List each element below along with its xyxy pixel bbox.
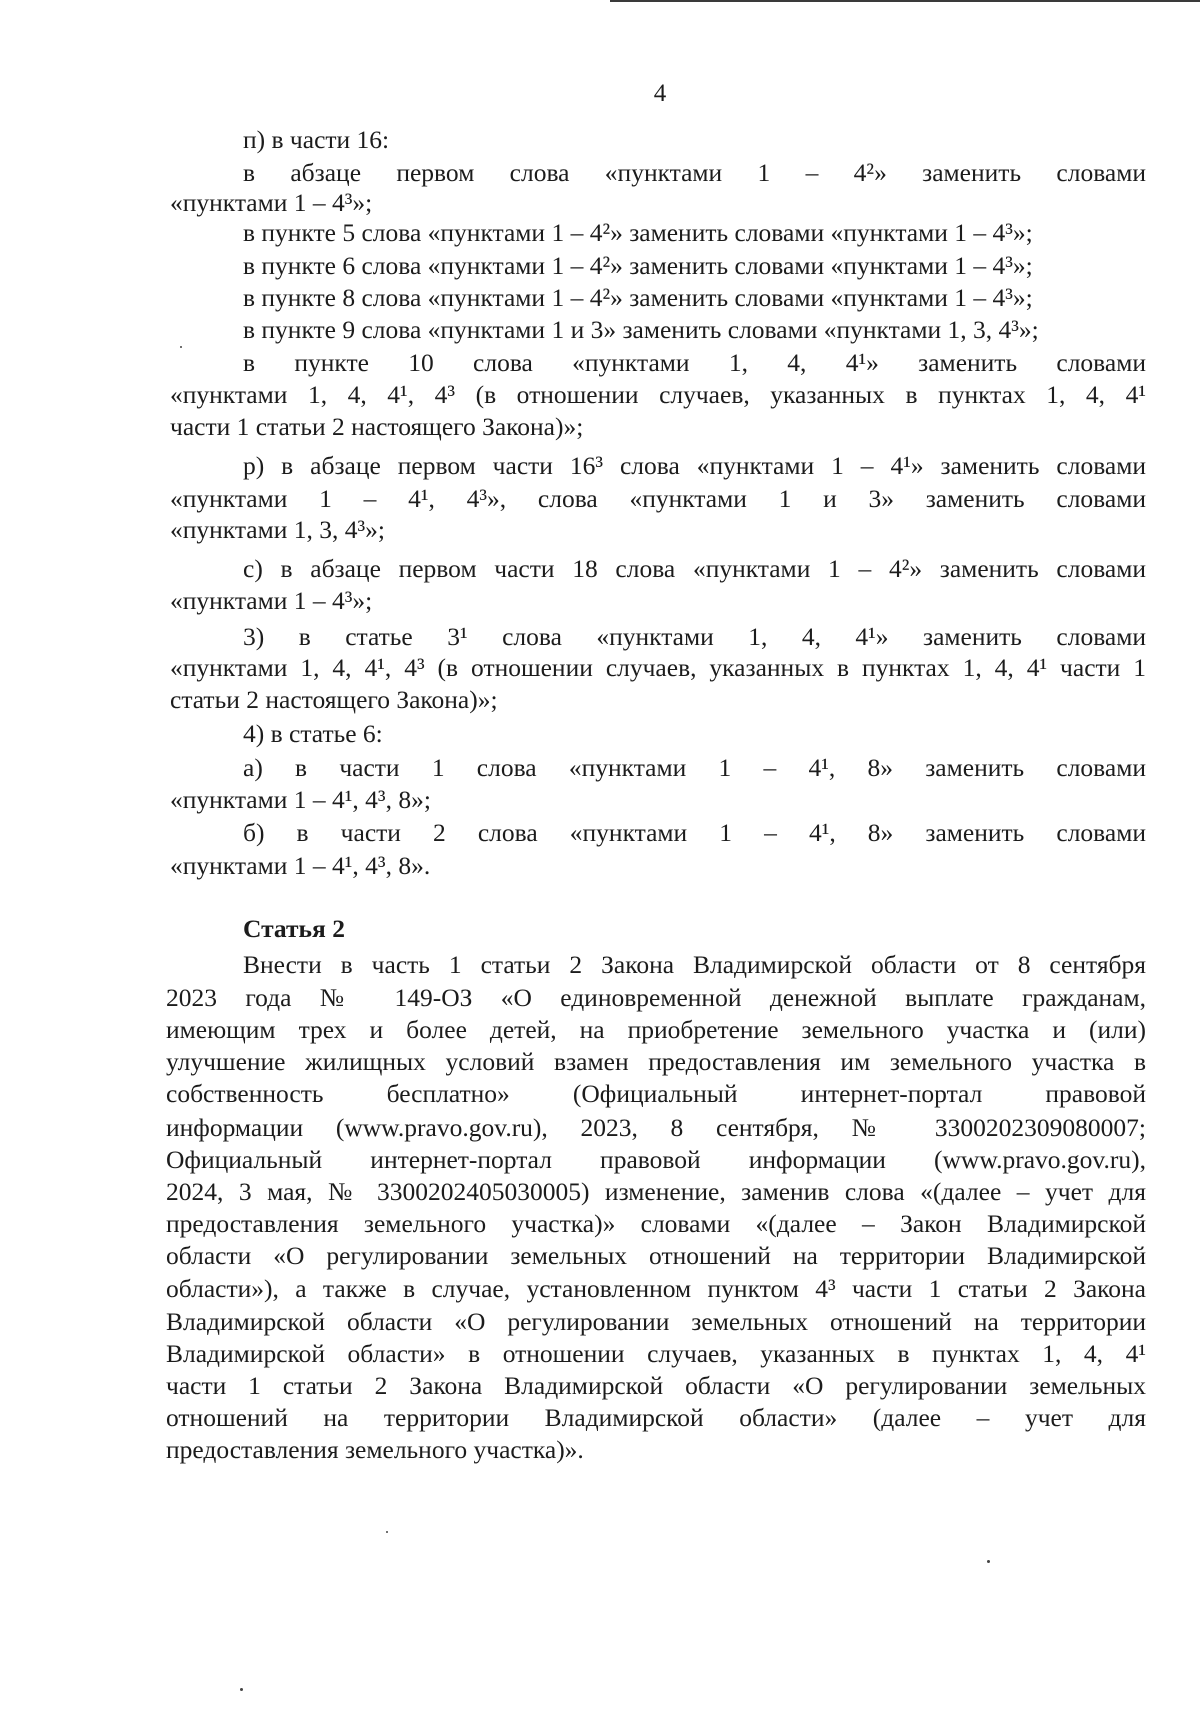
- text-line: «пунктами 1, 3, 4³»;: [170, 515, 386, 544]
- scan-speck: [987, 1560, 990, 1563]
- text-line: Владимирской области «О регулировании земельных отношений на территории: [166, 1307, 1146, 1336]
- text-line: р) в абзаце первом части 16³ слова «пунктами 1 – 4¹» заменить словами: [243, 451, 1146, 480]
- text-line: 4) в статье 6:: [243, 719, 383, 748]
- text-line: предоставления земельного участка)».: [166, 1435, 584, 1464]
- article-heading: Статья 2: [243, 914, 345, 943]
- text-line: Внести в часть 1 статьи 2 Закона Владимирской области от 8 сентября: [243, 950, 1146, 979]
- text-line: области»), а также в случае, установленном пунктом 4³ части 1 статьи 2 Закона: [166, 1274, 1146, 1303]
- text-line: области «О регулировании земельных отношений на территории Владимирской: [166, 1241, 1146, 1270]
- text-line: в пункте 6 слова «пунктами 1 – 4²» заменить словами «пунктами 1 – 4³»;: [243, 251, 1033, 280]
- text-line: собственность бесплатно» (Официальный интернет-портал правовой: [166, 1079, 1146, 1108]
- text-line: статьи 2 настоящего Закона)»;: [170, 685, 498, 714]
- text-line: б) в части 2 слова «пунктами 1 – 4¹, 8» заменить словами: [243, 818, 1146, 847]
- text-line: «пунктами 1 – 4¹, 4³, 8».: [170, 851, 431, 880]
- scan-top-border: [610, 0, 1200, 2]
- text-line: а) в части 1 слова «пунктами 1 – 4¹, 8» заменить словами: [243, 753, 1146, 782]
- text-line: «пунктами 1, 4, 4¹, 4³ (в отношении случаев, указанных в пунктах 1, 4, 4¹ части 1: [170, 653, 1146, 682]
- text-line: части 1 статьи 2 Закона Владимирской области «О регулировании земельных: [166, 1371, 1146, 1400]
- text-line: 2024, 3 мая, № 3300202405030005) изменение, заменив слова «(далее – учет для: [166, 1177, 1146, 1206]
- text-line: «пунктами 1 – 4¹, 4³, 8»;: [170, 785, 431, 814]
- text-line: «пунктами 1, 4, 4¹, 4³ (в отношении случаев, указанных в пунктах 1, 4, 4¹: [170, 380, 1146, 409]
- scan-speck: [240, 1688, 243, 1691]
- text-line: 2023 года № 149-ОЗ «О единовременной денежной выплате гражданам,: [166, 983, 1146, 1012]
- text-line: 3) в статье 3¹ слова «пунктами 1, 4, 4¹» заменить словами: [243, 622, 1146, 651]
- text-line: в пункте 9 слова «пунктами 1 и 3» заменить словами «пунктами 1, 3, 4³»;: [243, 315, 1039, 344]
- text-line: «пунктами 1 – 4¹, 4³», слова «пунктами 1 и 3» заменить словами: [170, 484, 1146, 513]
- text-line: с) в абзаце первом части 18 слова «пунктами 1 – 4²» заменить словами: [243, 554, 1146, 583]
- scan-speck: [180, 346, 182, 348]
- text-line: «пунктами 1 – 4³»;: [170, 188, 373, 217]
- page-number: 4: [653, 80, 667, 107]
- text-line: Владимирской области» в отношении случаев, указанных в пунктах 1, 4, 4¹: [166, 1339, 1146, 1368]
- text-line: отношений на территории Владимирской области» (далее – учет для: [166, 1403, 1146, 1432]
- text-line: улучшение жилищных условий взамен предоставления им земельного участка в: [166, 1047, 1146, 1076]
- text-line: информации (www.pravo.gov.ru), 2023, 8 сентября, № 3300202309080007;: [166, 1113, 1146, 1142]
- text-line: «пунктами 1 – 4³»;: [170, 586, 373, 615]
- text-line: в абзаце первом слова «пунктами 1 – 4²» заменить словами: [243, 158, 1146, 187]
- text-line: в пункте 5 слова «пунктами 1 – 4²» заменить словами «пунктами 1 – 4³»;: [243, 218, 1033, 247]
- scan-speck: [386, 1531, 388, 1533]
- text-line: в пункте 8 слова «пунктами 1 – 4²» заменить словами «пунктами 1 – 4³»;: [243, 283, 1033, 312]
- text-line: предоставления земельного участка)» словами «(далее – Закон Владимирской: [166, 1209, 1146, 1238]
- text-line: в пункте 10 слова «пунктами 1, 4, 4¹» заменить словами: [243, 348, 1146, 377]
- text-line: п) в части 16:: [243, 125, 390, 154]
- text-line: имеющим трех и более детей, на приобретение земельного участка и (или): [166, 1015, 1146, 1044]
- text-line: Официальный интернет-портал правовой информации (www.pravo.gov.ru),: [166, 1145, 1146, 1174]
- text-line: части 1 статьи 2 настоящего Закона)»;: [170, 412, 584, 441]
